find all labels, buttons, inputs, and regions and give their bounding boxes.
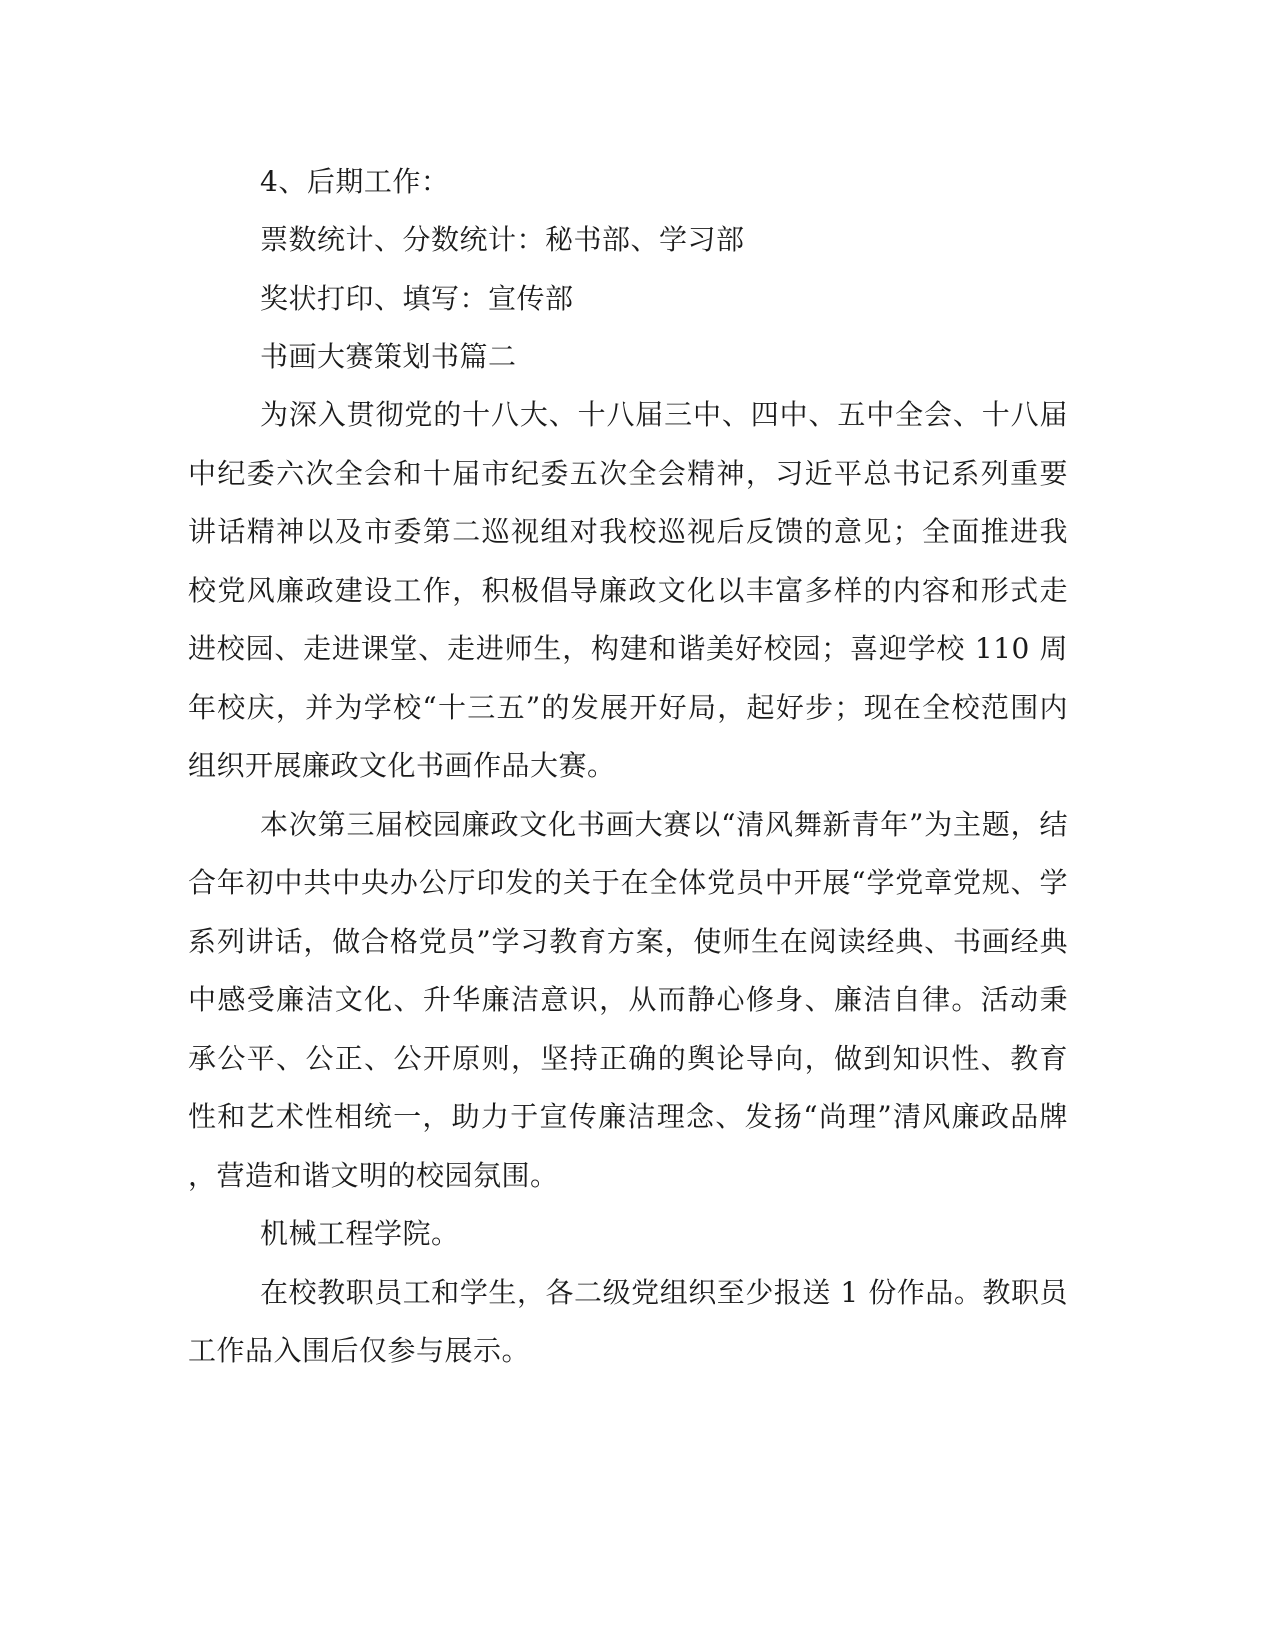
paragraph-line: 在校教职员工和学生，各二级党组织至少报送 1 份作品。教职员 bbox=[260, 1276, 1068, 1309]
paragraph-line: 性和艺术性相统一，助力于宣传廉洁理念、发扬“尚理”清风廉政品牌 bbox=[188, 1100, 1068, 1133]
paragraph-line: 本次第三届校园廉政文化书画大赛以“清风舞新青年”为主题，结 bbox=[260, 808, 1068, 841]
paragraph-line: 系列讲话，做合格党员”学习教育方案，使师生在阅读经典、书画经典 bbox=[188, 925, 1068, 958]
paragraph-line: 合年初中共中央办公厅印发的关于在全体党员中开展“学党章党规、学 bbox=[188, 866, 1068, 899]
paragraph-line: 承公平、公正、公开原则，坚持正确的舆论导向，做到知识性、教育 bbox=[188, 1042, 1068, 1075]
paragraph-line: 进校园、走进课堂、走进师生，构建和谐美好校园；喜迎学校 110 周 bbox=[188, 632, 1068, 665]
paragraph-line: 校党风廉政建设工作，积极倡导廉政文化以丰富多样的内容和形式走 bbox=[188, 574, 1068, 607]
paragraph-line: 年校庆，并为学校“十三五”的发展开好局，起好步；现在全校范围内 bbox=[188, 691, 1068, 724]
paragraph-line: 工作品入围后仅参与展示。 bbox=[188, 1334, 531, 1367]
section-title: 书画大赛策划书篇二 bbox=[260, 340, 517, 373]
paragraph-line: 中纪委六次全会和十届市纪委五次全会精神，习近平总书记系列重要 bbox=[188, 457, 1068, 490]
text-line: 票数统计、分数统计：秘书部、学习部 bbox=[260, 223, 745, 256]
paragraph-line: 中感受廉洁文化、升华廉洁意识，从而静心修身、廉洁自律。活动秉 bbox=[188, 983, 1068, 1016]
paragraph-line: 组织开展廉政文化书画作品大赛。 bbox=[188, 749, 616, 782]
section-heading-post-work: 4、后期工作： bbox=[260, 165, 450, 198]
paragraph-line: 为深入贯彻党的十八大、十八届三中、四中、五中全会、十八届 bbox=[260, 398, 1068, 431]
paragraph-line: 讲话精神以及市委第二巡视组对我校巡视后反馈的意见；全面推进我 bbox=[188, 515, 1068, 548]
paragraph-line: 机械工程学院。 bbox=[260, 1217, 460, 1250]
text-line: 奖状打印、填写：宣传部 bbox=[260, 282, 574, 315]
paragraph-line: ，营造和谐文明的校园氛围。 bbox=[188, 1159, 559, 1192]
